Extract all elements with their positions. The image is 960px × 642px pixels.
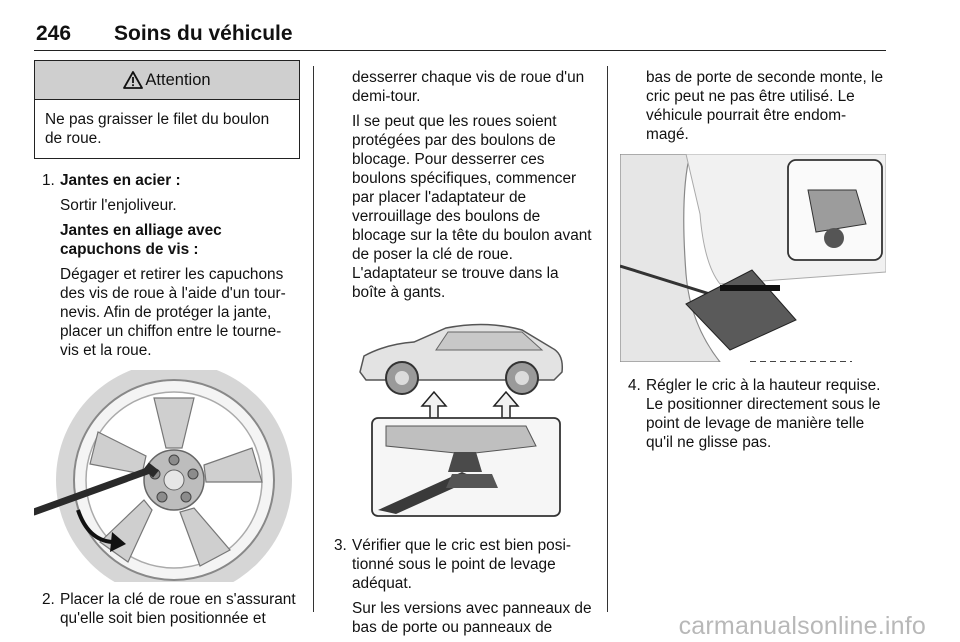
column-3: [620, 68, 888, 452]
column-3-continuation: bas de porte de seconde monte, le cric peut ne pas être utilisé. Le véhicule pourrait être endom-magé.: [646, 69, 884, 143]
step-1-number: 1.: [42, 172, 55, 189]
page-number: 246: [36, 22, 72, 45]
column-divider-1: [313, 66, 314, 612]
step-1-title: Jantes en acier :: [60, 172, 181, 189]
attention-box: [34, 60, 300, 159]
column-1: [34, 60, 300, 628]
step-2: [34, 590, 300, 628]
attention-header: [35, 61, 299, 100]
step-1: [34, 171, 300, 360]
step-1-alloy-title: Jantes en alliage avec capuchons de vis :: [60, 222, 222, 258]
section-title: Soins du véhicule: [114, 22, 293, 45]
attention-title: Attention: [145, 70, 211, 89]
step-3-number: 3.: [334, 537, 347, 554]
page-header: [34, 20, 886, 51]
step-3-subtext: Sur les versions avec panneaux de bas de porte ou panneaux de: [352, 600, 592, 636]
step-4-text: Régler le cric à la hauteur requise. Le positionner directement sous le point de levage de manière telle qu'il ne glisse pas.: [646, 377, 881, 451]
step-1-text: Sortir l'enjoliveur.: [60, 197, 177, 214]
attention-text: Ne pas graisser le filet du boulon de roue.: [45, 111, 270, 147]
step-4-number: 4.: [628, 377, 641, 394]
wheel-wrench-illustration: [34, 370, 296, 582]
step-3-text: Vérifier que le cric est bien posi-tionné sous le point de levage adéquat.: [352, 537, 571, 592]
step-2-text: Placer la clé de roue en s'assurant qu'elle soit bien positionnée et: [60, 591, 296, 627]
locking-bolt-text: Il se peut que les roues soient protégées par des boulons de blocage. Pour desserrer ces boulons spécifiques, commencer par placer l'adaptateur de verrouillage des boulons de blocage sur la tête du boulon avant de poser la clé de roue. L'adaptateur se trouve dans la boîte à gants.: [352, 113, 592, 301]
column-2-continuation: desserrer chaque vis de roue d'un demi-tour.: [352, 69, 585, 105]
column-divider-2: [607, 66, 608, 612]
step-2-number: 2.: [42, 591, 55, 608]
warning-triangle-icon: [123, 71, 143, 89]
step-3: [326, 536, 594, 637]
attention-body: [35, 100, 299, 158]
column-2: [326, 68, 594, 637]
step-4: [620, 376, 888, 452]
car-jack-points-illustration: [326, 314, 592, 522]
jack-placement-illustration: [620, 154, 886, 362]
step-1-alloy-text: Dégager et retirer les capuchons des vis de roue à l'aide d'un tour-nevis. Afin de protéger la jante, placer un chiffon entre le tourne-vis et la roue.: [60, 266, 286, 359]
watermark: carmanualsonline.info: [678, 612, 926, 640]
